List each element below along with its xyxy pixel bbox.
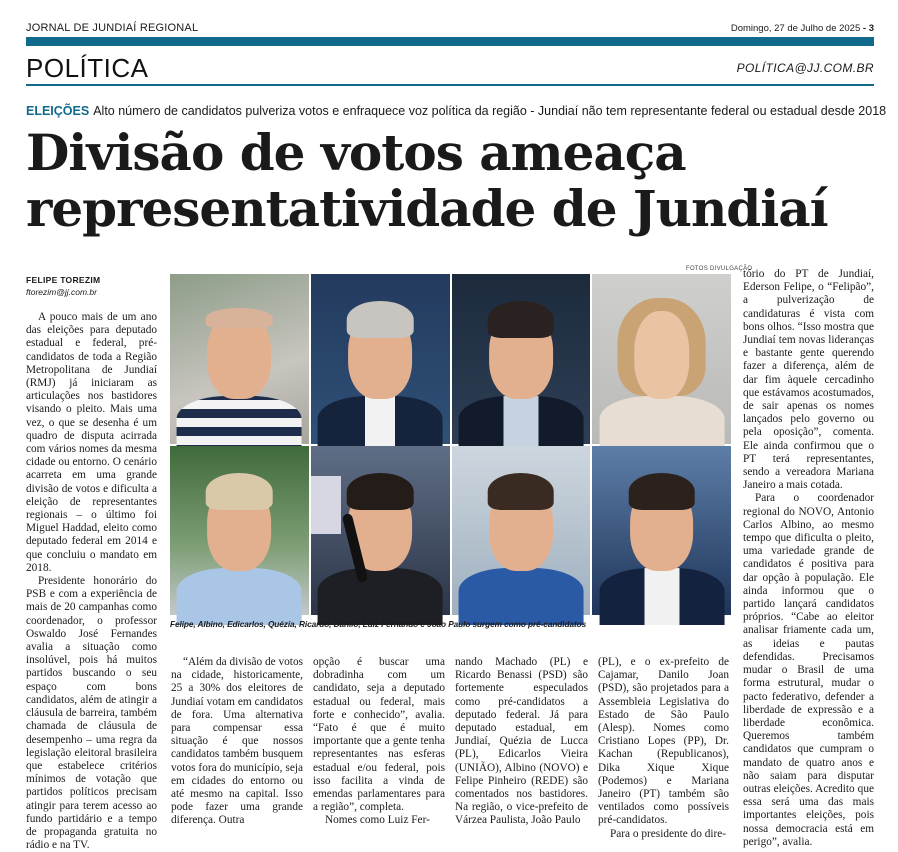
- column-5: [598, 656, 729, 841]
- paper-name: JORNAL DE JUNDIAÍ REGIONAL: [26, 22, 199, 34]
- paragraph: Para o coordenador regional do NOVO, Antonio Carlos Albino, ao mesmo tempo que dificulta o pleito, uma variedade grande de candidatos é positiva para dar opção à população. Ele ainda informou que o partido lançará candidatos próprios. “Cabe ao eleitor analisar friamente cada um, as ideias e pautas defendidas. Precisamos mudar o Brasil de uma forma estrutural, mudar o pacto federativo, defender a liberdade de expressão e a liberdade econômica. Queremos também candidatos que cumpram o mandato de quatro anos e não saiam para disputar outras eleições. Acredito que essa será uma das mais importantes eleições, pois nossa democracia está em perigo”, avalia.: [743, 492, 874, 848]
- photo-caption: Felipe, Albino, Edicarlos, Quézia, Ricardo, Danilo, Luiz Fernando e João Paulo surgem como pré-candidatos: [170, 619, 587, 629]
- section-title: POLÍTICA: [26, 53, 149, 83]
- column-4: [455, 656, 588, 828]
- column-2: [171, 656, 303, 828]
- paragraph: Presidente honorário do PSB e com a experiência de mais de 20 campanhas como coordenador, o professor Oswaldo José Fernandes avalia a situação como insolúvel, pois há muitos partidos buscando o seu espaço com bons candidatos, além de atingir a cláusula de barreira, também chamada de cláusula de desempenho – uma regra da legislação eleitoral brasileira que estabelece critérios mínimos de votação que partidos políticos precisam atingir para terem acesso ao fundo partidário e a tempo de propaganda gratuita no rádio e na TV.: [26, 575, 157, 852]
- column-1: [26, 311, 157, 852]
- column-6: [743, 268, 874, 849]
- photo-ricardo: [170, 446, 309, 616]
- column-3: [313, 656, 445, 828]
- paragraph: tório do PT de Jundiaí, Ederson Felipe, o “Felipão”, a pulverização de candidaturas é vista com bons olhos. “Isso mostra que Jundiaí tem novas lideranças e bastante gente querendo fazer a diferença, além de dar fim àquele cercadinho que estávamos acostumados, de sair apenas os nomes lançados pelo governo ou pela oposição”, comenta. Ele ainda confirmou que o PT terá representantes, sendo a vereadora Mariana Janeiro a mais cotada.: [743, 268, 874, 492]
- section-email[interactable]: POLÍTICA@JJ.COM.BR: [736, 61, 874, 75]
- photo-danilo: [311, 446, 450, 616]
- photo-luiz-fernando: [452, 446, 591, 616]
- photo-felipe: [170, 274, 309, 444]
- paragraph: “Além da divisão de votos na cidade, historicamente, 25 a 30% dos eleitores de Jundiaí votam em candidatos de fora. Uma alternativa para compensar essa situação é que nossos candidatos também busquem votos fora do município, seja em cidades do entorno ou até mesmo na capital. Isso pode fazer uma grande diferença. Outra: [171, 656, 303, 827]
- photo-grid: [170, 274, 731, 615]
- photo-joao-paulo: [592, 446, 731, 616]
- issue-date: Domingo, 27 de Julho de 2025: [730, 23, 861, 34]
- paragraph: opção é buscar uma dobradinha com um candidato, seja a deputado estadual ou federal, mais forte e conhecido”, avalia. “Fato é que é muito importante que a gente tenha representantes nas esferas estadual e/ou federal, pois isso facilita a vinda de emendas parlamentares para a região”, completa.: [313, 656, 445, 814]
- paragraph: A pouco mais de um ano das eleições para deputado estadual e federal, pré-candidatos de toda a Região Metropolitana de Jundiaí (RMJ) já iniciaram as articulações nos bastidores visando o pleito. Mais uma vez, o que se desenha é um quadro de disputa acirrada com vários nomes da mesma cidade ou entorno. O cenário acarreta em uma grande divisão de votos e dificulta a eleição de representantes regionais – o último foi Miguel Haddad, eleito como deputado federal em 2014 e que concluiu o mandato em 2018.: [26, 311, 157, 574]
- photo-credit: FOTOS DIVULGAÇÃO: [686, 266, 753, 272]
- subheadline: Alto número de candidatos pulveriza votos e enfraquece voz política da região - Jundiaí não tem representante federal ou estadual desde 2018: [93, 104, 887, 118]
- photo-quezia: [592, 274, 731, 444]
- kicker: ELEIÇÕES: [26, 104, 90, 118]
- paragraph: (PL), e o ex-prefeito de Cajamar, Danilo Joan (PSD), são projetados para a Assembleia Legislativa do Estado de São Paulo (Alesp). Nomes como Cristiano Lopes (PP), Dr. Kachan (Republicanos), Dika Xique Xique (Podemos) e Mariana Janeiro (PT) também são ventilados como possíveis pré-candidatos.: [598, 656, 729, 827]
- date-line: Domingo, 27 de Julho de 2025 - 3: [730, 23, 874, 34]
- photo-albino: [311, 274, 450, 444]
- author-name: FELIPE TOREZIM: [26, 275, 101, 285]
- photo-edicarlos: [452, 274, 591, 444]
- paragraph: nando Machado (PL) e Ricardo Benassi (PSD) são fortemente especulados como pré-candidatos a deputado federal. Já para deputado estadual, em Jundiaí, Quézia de Lucca (PL), Edicarlos Vieira (UNIÃO), Albino (NOVO) e Felipe Pinheiro (REDE) são comentados nos bastidores. Na região, o vice-prefeito de Várzea Paulista, João Paulo: [455, 656, 588, 827]
- author-email[interactable]: ftorezim@jj.com.br: [26, 287, 97, 297]
- paragraph: Para o presidente do dire-: [610, 827, 727, 840]
- paragraph: Nomes como Luiz Fer-: [325, 814, 430, 827]
- masthead: [26, 22, 874, 36]
- page-number: 3: [868, 23, 874, 34]
- byline: [26, 275, 100, 297]
- headline: Divisão de votos ameaça representatividade de Jundiaí: [26, 123, 828, 238]
- subheadline-line: [26, 104, 887, 118]
- masthead-rule: [26, 37, 874, 46]
- section-rule: [26, 84, 874, 86]
